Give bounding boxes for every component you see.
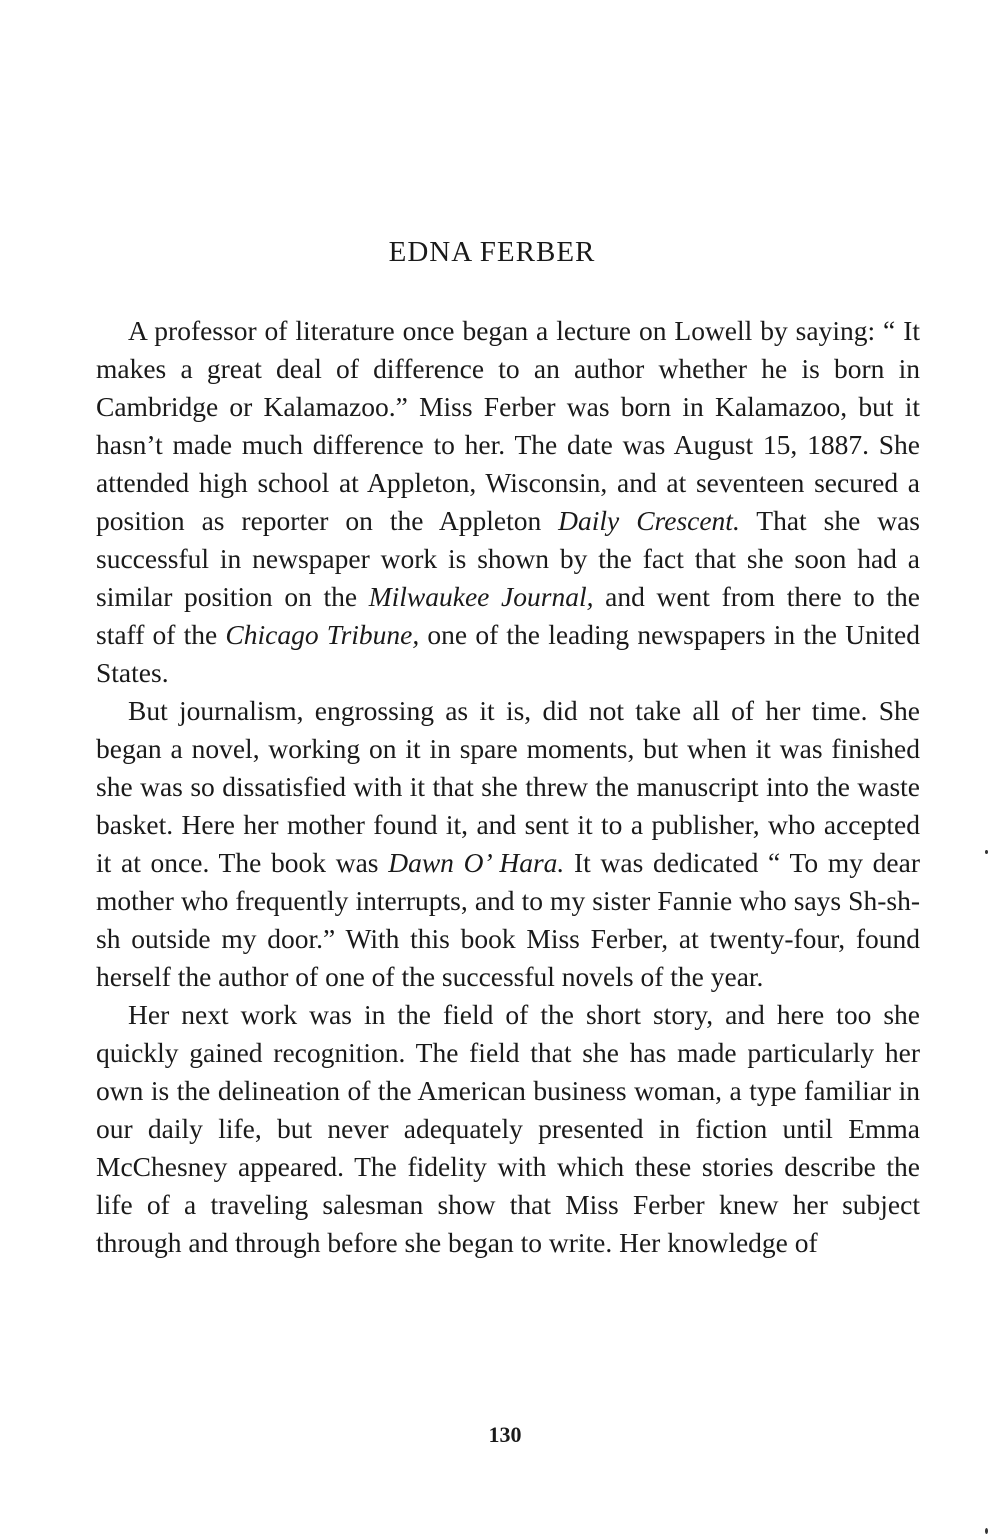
paragraph bbox=[96, 312, 920, 692]
text-run: and went from there to the staff of the bbox=[96, 581, 920, 650]
page-number: 130 bbox=[488, 1422, 522, 1447]
text-run: That she was successful in newspaper work is shown by the fact that she soon had a similar position on the bbox=[96, 505, 920, 612]
italic-title: Daily Crescent. bbox=[558, 505, 740, 536]
paragraph bbox=[96, 996, 920, 1262]
italic-title: Milwaukee Journal, bbox=[368, 581, 594, 612]
body-text bbox=[96, 312, 920, 1262]
paragraph bbox=[96, 692, 920, 996]
scan-speck bbox=[985, 1528, 988, 1534]
text-run: one of the leading newspapers in the United States. bbox=[96, 619, 920, 688]
chapter-title: EDNA FERBER bbox=[388, 236, 596, 268]
text-run: But journalism, engrossing as it is, did not take all of her time. She began a novel, working on it in spare moments, but when it was finished she was so dissatisfied with it that she threw the manuscript into the waste basket. Here her mother found it, and sent it to a publisher, who accepted it at once. The book was bbox=[96, 695, 920, 878]
italic-title: Dawn O’ Hara. bbox=[388, 847, 565, 878]
text-run: Her next work was in the field of the short story, and here too she quickly gained recognition. The field that she has made particularly her own is the delineation of the American business woman, a type familiar in our daily life, but never adequately presented in fiction until Emma McChesney appeared. The fidelity with which these stories describe the life of a traveling salesman show that Miss Ferber knew her subject through and through before she began to write. Her knowledge of bbox=[96, 999, 920, 1258]
italic-title: Chicago Tribune, bbox=[225, 619, 420, 650]
scan-speck bbox=[985, 850, 988, 854]
text-run: It was dedicated “ To my dear mother who frequently interrupts, and to my sister Fannie who says Sh-sh-sh outside my door.” With this book Miss Ferber, at twenty-four, found herself the author of one of the successful novels of the year. bbox=[96, 847, 920, 992]
text-run: A professor of literature once began a lecture on Lowell by saying: “ It makes a great deal of difference to an author whether he is born in Cambridge or Kalamazoo.” Miss Ferber was born in Kalamazoo, but it hasn’t made much difference to her. The date was August 15, 1887. She attended high school at Appleton, Wisconsin, and at seventeen secured a position as reporter on the Appleton bbox=[96, 315, 920, 536]
